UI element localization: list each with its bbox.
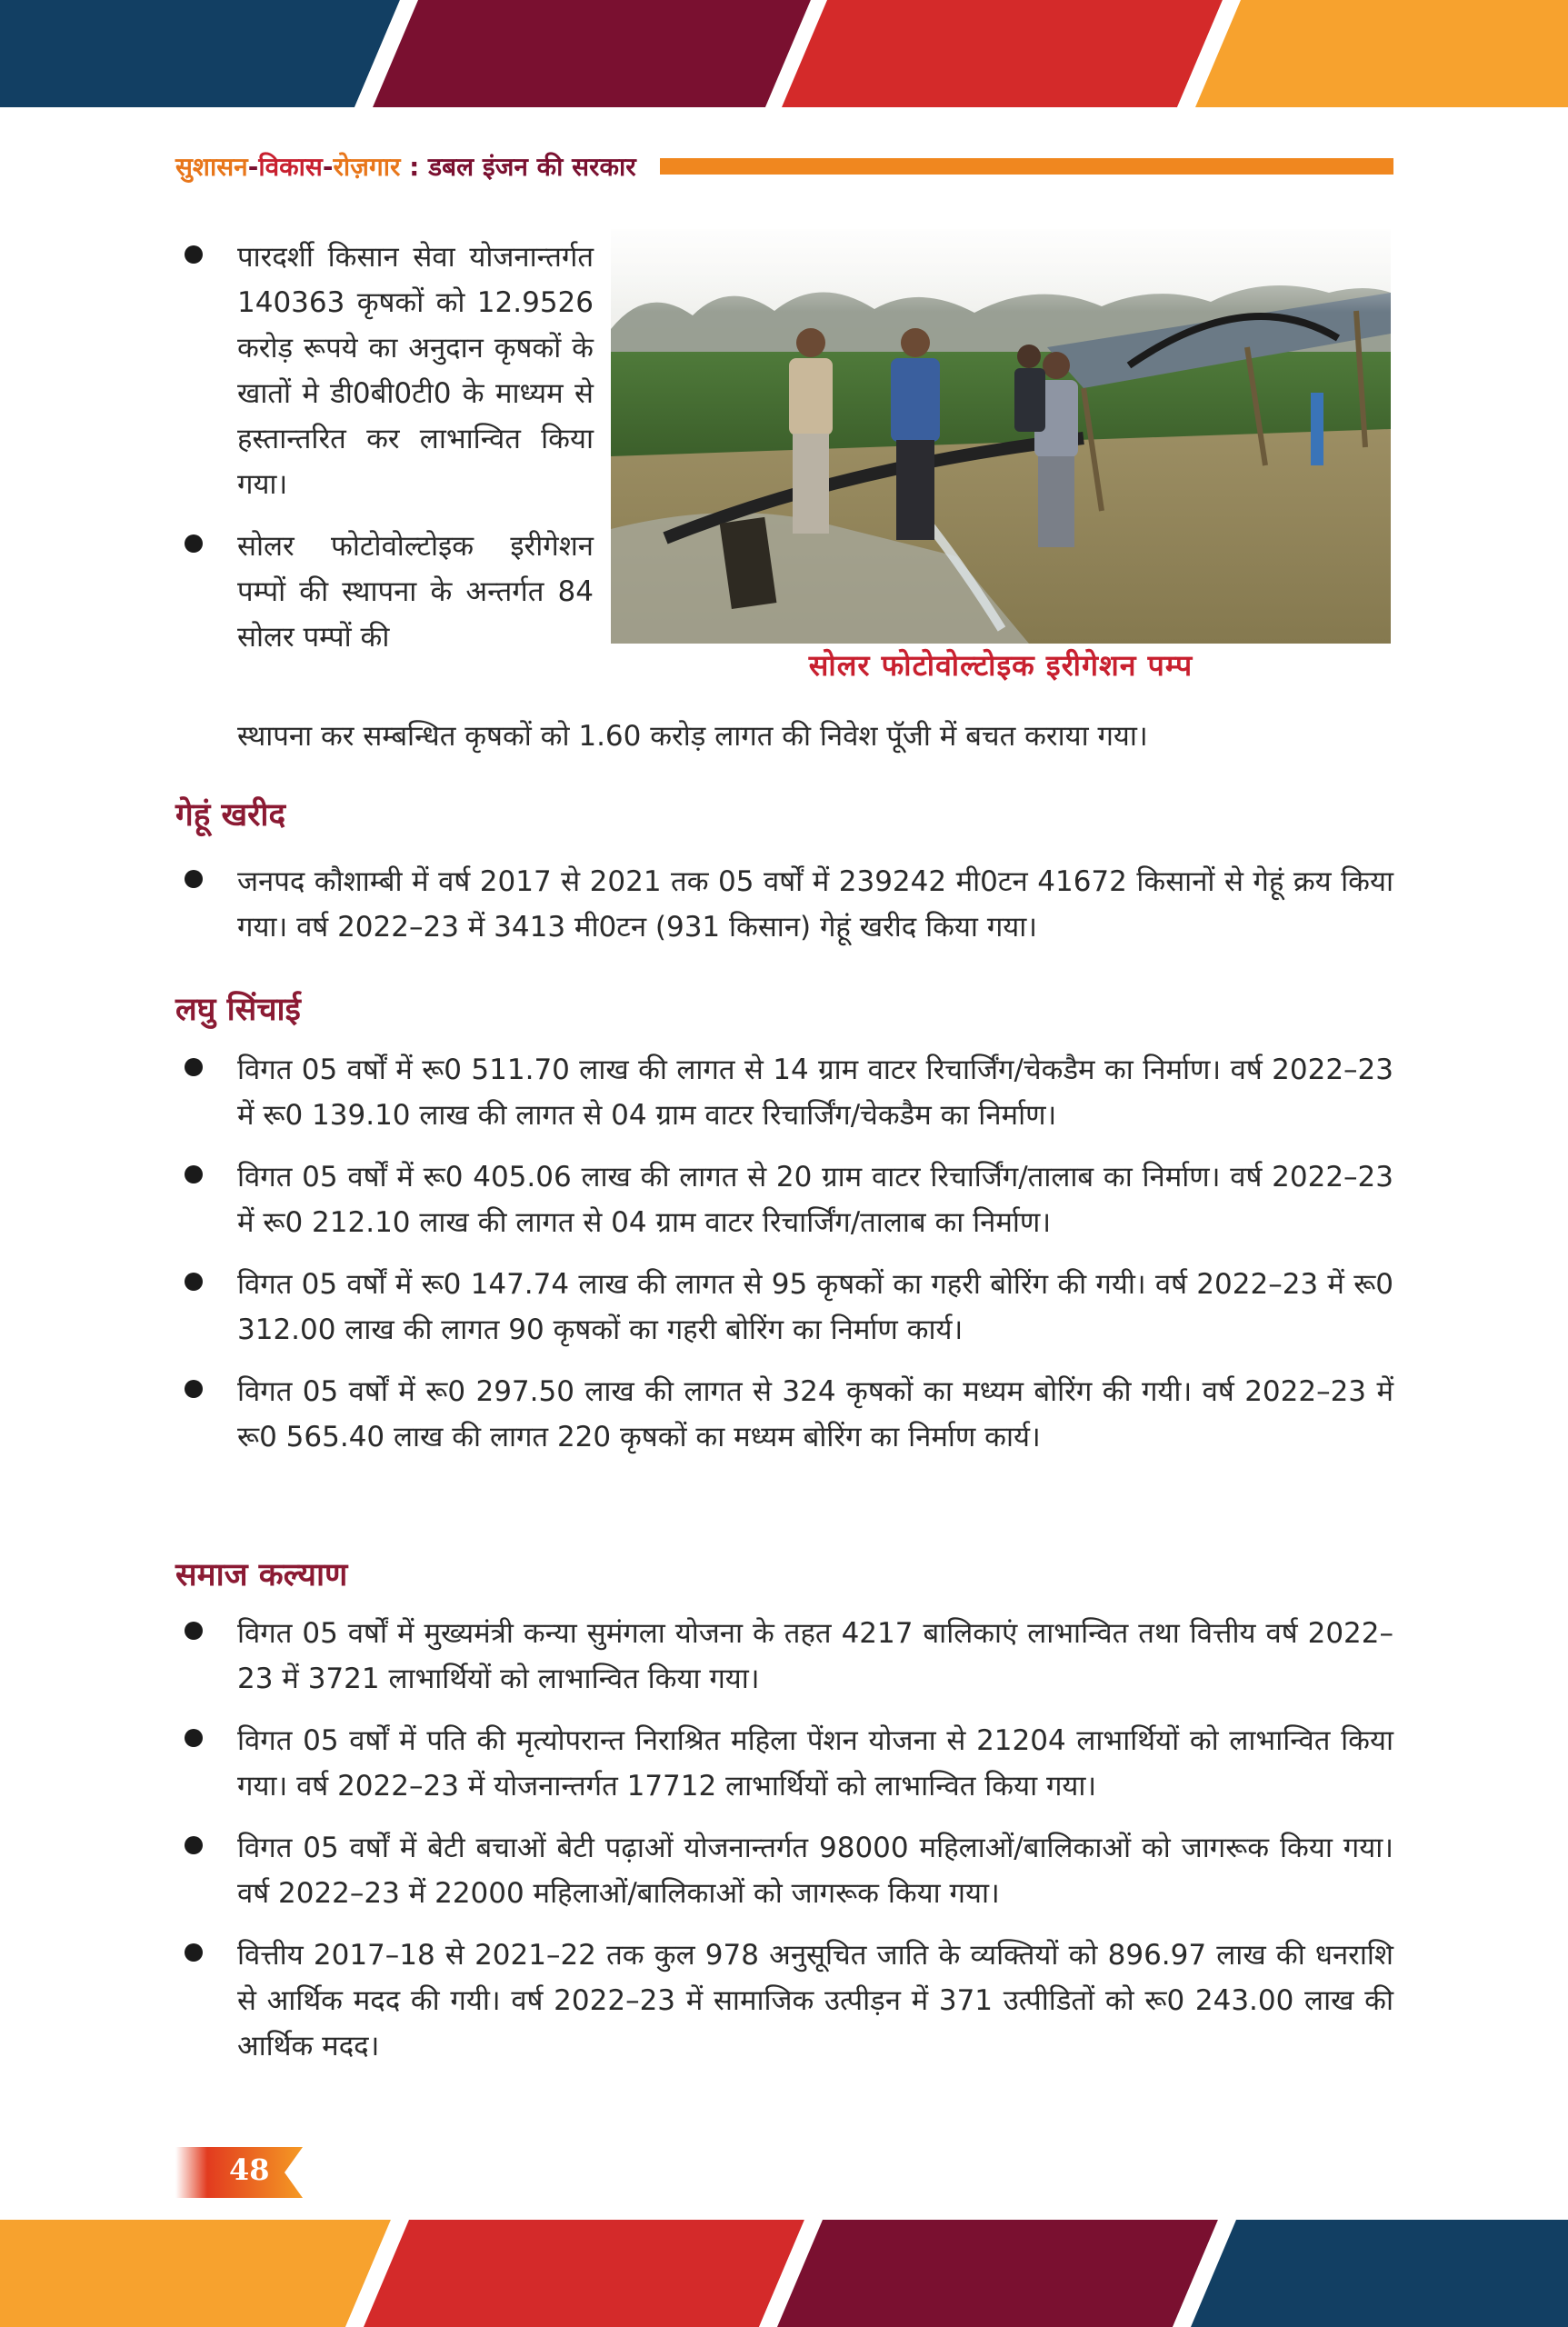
list-item: पारदर्शी किसान सेवा योजनान्तर्गत 140363 कृषकों को 12.9526 करोड़ रूपये का अनुदान कृषकों के खातों मे डी0बी0टी0 के माध्यम से हस्तान्तरित कर लाभान्वित किया गया। <box>175 235 594 507</box>
page-number: 48 <box>229 2152 270 2187</box>
list-item: जनपद कौशाम्बी में वर्ष 2017 से 2021 तक 05 वर्षों में 239242 मी0टन 41672 किसानों से गेहूं क्रय किया गया। वर्ष 2022–23 में 3413 मी0टन (931 किसान) गेहूं खरीद किया गया। <box>175 859 1393 950</box>
section-title-social-welfare: समाज कल्याण <box>175 1556 348 1593</box>
list-item: विगत 05 वर्षों में रू0 511.70 लाख की लागत से 14 ग्राम वाटर रिचार्जिंग/चेकडैम का निर्माण। वर्ष 2022–23 में रू0 139.10 लाख की लागत से 04 ग्राम वाटर रिचार्जिंग/चेकडैम का निर्माण। <box>175 1047 1393 1138</box>
running-header <box>175 144 1393 189</box>
list-item: वित्तीय 2017–18 से 2021–22 तक कुल 978 अनुसूचित जाति के व्यक्तियों को 896.97 लाख की धनराशि से आर्थिक मदद की गयी। वर्ष 2022–23 में सामाजिक उत्पीड़न में 371 उत्पीडितों को रू0 243.00 लाख की आर्थिक मदद। <box>175 1933 1393 2069</box>
section-title-wheat-procurement: गेहूं खरीद <box>175 796 286 834</box>
intro-list <box>175 235 594 676</box>
list-item: विगत 05 वर्षों में रू0 405.06 लाख की लागत से 20 ग्राम वाटर रिचार्जिंग/तालाब का निर्माण। वर्ष 2022–23 में रू0 212.10 लाख की लागत से 04 ग्राम वाटर रिचार्जिंग/तालाब का निर्माण। <box>175 1154 1393 1245</box>
bullet-icon <box>185 1165 203 1183</box>
list-item: विगत 05 वर्षों में पति की मृत्योपरान्त निराश्रित महिला पेंशन योजना से 21204 लाभार्थियों को लाभान्वित किया गया। वर्ष 2022–23 में योजनान्तर्गत 17712 लाभार्थियों को लाभान्वित किया गया। <box>175 1718 1393 1809</box>
bullet-icon <box>185 870 203 888</box>
list-item: विगत 05 वर्षों में बेटी बचाओं बेटी पढ़ाओं योजनान्तर्गत 98000 महिलाओं/बालिकाओं को जागरूक किया गया। वर्ष 2022–23 में 22000 महिलाओं/बालिकाओं को जागरूक किया गया। <box>175 1825 1393 1916</box>
bullet-icon <box>185 534 203 553</box>
bullet-icon <box>185 245 203 264</box>
bullet-icon <box>185 1380 203 1398</box>
intro-continuation: स्थापना कर सम्बन्धित कृषकों को 1.60 करोड़ लागत की निवेश पूॅजी में बचत कराया गया। <box>237 720 1148 753</box>
photo-caption: सोलर फोटोवोल्टोइक इरीगेशन पम्प <box>808 648 1193 683</box>
bullet-icon <box>185 1943 203 1962</box>
section-title-minor-irrigation: लघु सिंचाई <box>175 991 301 1028</box>
bullet-icon <box>185 1836 203 1854</box>
social-welfare-list <box>175 1611 1393 2085</box>
wheat-procurement-list <box>175 859 1393 966</box>
solar-pump-photo <box>611 229 1391 644</box>
bottom-color-band <box>0 2220 1568 2327</box>
list-item: विगत 05 वर्षों में मुख्यमंत्री कन्या सुमंगला योजना के तहत 4217 बालिकाएं लाभान्वित तथा वित्तीय वर्ष 2022–23 में 3721 लाभार्थियों को लाभान्वित किया गया। <box>175 1611 1393 1702</box>
bullet-icon <box>185 1622 203 1640</box>
list-item: विगत 05 वर्षों में रू0 147.74 लाख की लागत से 95 कृषकों का गहरी बोरिंग की गयी। वर्ष 2022–23 में रू0 312.00 लाख की लागत 90 कृषकों का गहरी बोरिंग का निर्माण कार्य। <box>175 1262 1393 1353</box>
bullet-icon <box>185 1729 203 1747</box>
list-item: विगत 05 वर्षों में रू0 297.50 लाख की लागत से 324 कृषकों का मध्यम बोरिंग की गयी। वर्ष 2022–23 में रू0 565.40 लाख की लागत 220 कृषकों का मध्यम बोरिंग का निर्माण कार्य। <box>175 1369 1393 1460</box>
running-header-text: सुशासन-विकास-रोज़गार : डबल इंजन की सरकार <box>175 152 636 182</box>
header-rule <box>660 158 1393 175</box>
minor-irrigation-list <box>175 1047 1393 1476</box>
top-color-band <box>0 0 1568 107</box>
list-item: सोलर फोटोवोल्टोइक इरीगेशन पम्पों की स्थापना के अन्तर्गत 84 सोलर पम्पों की <box>175 524 594 660</box>
bullet-icon <box>185 1058 203 1076</box>
bullet-icon <box>185 1273 203 1291</box>
